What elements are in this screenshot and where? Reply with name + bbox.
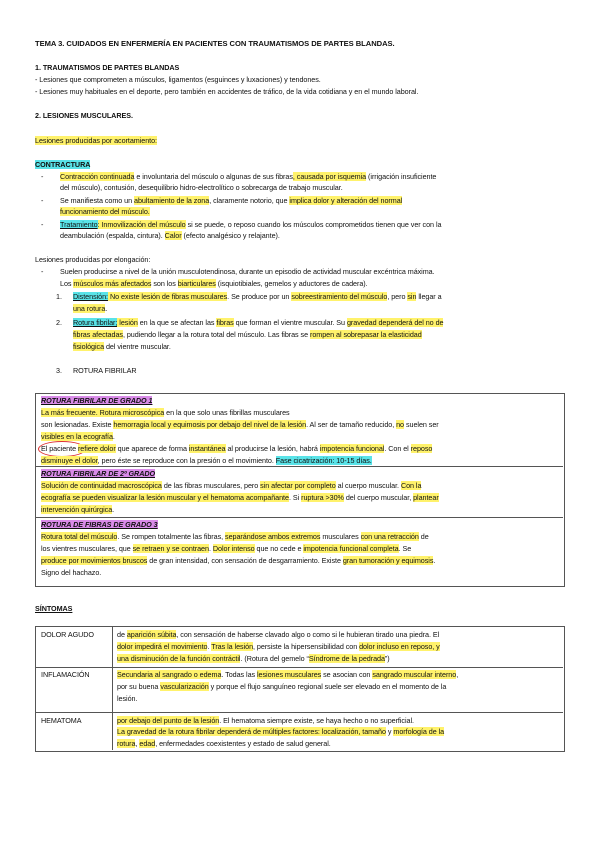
rotura-fibrilar-line-2: fibras afectadas, pudiendo llegar a la rotura total del músculo. Las fibras se rompen al sobrepasar la elasticidad [73,330,422,339]
grade-1-line-2: son lesionadas. Existe hemorragia local y equimosis por debajo del nivel de la lesión. Al ser de tamaño reducido, no suelen ser [41,420,439,429]
list-number: 1. [56,292,62,301]
bullet-dash: - [41,196,44,205]
row-label-hematoma: HEMATOMA [41,716,82,725]
row-label-inflamacion: INFLAMACIÓN [41,670,90,679]
contractura-line-1: Contracción continuada e involuntaria del músculo o algunas de sus fibras, causada por isquemia (irrigación insuficiente [60,172,437,181]
acortamiento-heading: Lesiones producidas por acortamiento: [35,136,158,145]
table-column-divider [112,626,113,750]
list-number: 3. [56,366,62,375]
contractura-line-5: Tratamiento: Inmovilización del músculo si se puede, o reposo cuando los músculos comprometidos tienen que ver con la [60,220,442,229]
inflamacion-line-2: por su buena vascularización y porque el flujo sanguíneo regional suele ser elevado en el momento de la [117,682,447,691]
grade-2-line-3: intervención quirúrgica. [41,505,115,514]
table-divider [35,712,563,713]
rotura-fibrilar-line-1: Rotura fibrilar; lesión en la que se afectan las fibras que forman el vientre muscular. Su gravedad dependerá del no de [73,318,444,327]
bullet-dash: - [41,267,44,276]
row-label-dolor: DOLOR AGUDO [41,630,94,639]
rotura-fibrilar-heading: ROTURA FIBRILAR [73,366,137,375]
dolor-line-3: una disminución de la función contráctil. (Rotura del gemelo “Síndrome de la pedrada”) [117,654,390,663]
dolor-line-2: dolor impedirá el movimiento. Tras la lesión, persiste la hipersensibilidad con dolor incluso en reposo, y [117,642,440,651]
elongacion-line-1: Suelen producirse a nivel de la unión musculotendinosa, durante un episodio de actividad muscular excéntrica máxima. [60,267,435,276]
grade-1-line-1: La más frecuente. Rotura microscópica en la que solo unas fibrillas musculares [41,408,290,417]
section-2-heading: 2. LESIONES MUSCULARES. [35,111,133,120]
inflamacion-line-3: lesión. [117,694,138,703]
table-divider [35,667,563,668]
grade-1-heading: ROTURA FIBRILAR DE GRADO 1 [41,396,153,405]
grade-3-line-3: produce por movimientos bruscos de gran intensidad, con sensación de desgarramiento. Existe gran tumoración y equimosis. [41,556,436,565]
grade-1-line-3: visibles en la ecografía. [41,432,115,441]
hematoma-line-1: por debajo del punto de la lesión. El hematoma siempre existe, se haya hecho o no superficial. [117,716,414,725]
grade-2-line-1: Solución de continuidad macroscópica de las fibras musculares, pero sin afectar por completo al cuerpo muscular. Con la [41,481,422,490]
section-1-heading: 1. TRAUMATISMOS DE PARTES BLANDAS [35,63,180,72]
rotura-fibrilar-line-3: fisiológica del vientre muscular. [73,342,171,351]
contractura-heading: CONTRACTURA [35,160,91,169]
contractura-line-3: Se manifiesta como un abultamiento de la zona, claramente notorio, que implica dolor y alteración del normal [60,196,403,205]
grade-1-line-5: disminuye el dolor, pero éste se reproduce con la presión o el movimiento. Fase cicatrización: 10-15 días. [41,456,372,465]
hematoma-line-2: La gravedad de la rotura fibrilar dependerá de múltiples factores: localización, tamaño y morfología de la [117,727,445,736]
section-1-line-2: - Lesiones muy habituales en el deporte, pero también en accidentes de tráfico, de la vida cotidiana y en el mundo laboral. [35,87,419,96]
grade-3-line-2: los vientres musculares, que se retraen y se contraen. Dolor intenso que no cede e impotencia funcional completa. Se [41,544,412,553]
list-number: 2. [56,318,62,327]
contractura-line-6: deambulación (espalda, cintura). Calor (efecto analgésico y relajante). [60,231,280,240]
distension-line-2: una rotura. [73,304,108,313]
bullet-dash: - [41,172,44,181]
bullet-dash: - [41,220,44,229]
inflamacion-line-1: Secundaria al sangrado o edema. Todas las lesiones musculares se asocian con sangrado muscular interno, [117,670,459,679]
grade-3-line-1: Rotura total del músculo. Se rompen totalmente las fibras, separándose ambos extremos musculares con una retracción de [41,532,429,541]
dolor-line-1: de aparición súbita, con sensación de haberse clavado algo o como si le hubieran tirado una piedra. El [117,630,440,639]
grade-3-line-4: Signo del hachazo. [41,568,102,577]
document-title: TEMA 3. CUIDADOS EN ENFERMERÍA EN PACIENTES CON TRAUMATISMOS DE PARTES BLANDAS. [35,39,395,48]
grade-2-line-2: ecografía se pueden visualizar la lesión muscular y el hematoma acompañante. Si ruptura >30% del cuerpo muscular, plantear [41,493,439,502]
contractura-line-4: funcionamiento del músculo. [60,207,150,216]
distension-line-1: Distensión: No existe lesión de fibras musculares. Se produce por un sobreestiramiento del músculo, pero sin llegar a [73,292,442,301]
section-1-line-1: - Lesiones que comprometen a músculos, ligamentos (esguinces y luxaciones) y tendones. [35,75,321,84]
sintomas-heading: SÍNTOMAS [35,604,73,613]
table-divider [35,517,563,518]
table-divider [35,466,563,467]
grade-3-heading: ROTURA DE FIBRAS DE GRADO 3 [41,520,158,529]
hematoma-line-3: rotura, edad, enfermedades coexistentes y estado de salud general. [117,739,331,748]
elongacion-line-2: Los músculos más afectados son los biarticulares (isquiotibiales, gemelos y aductores de cadera). [60,279,368,288]
grade-1-line-4: El paciente refiere dolor que aparece de forma instantánea al producirse la lesión, habrá impotencia funcional. Con el reposo [41,444,433,453]
elongacion-heading: Lesiones producidas por elongación: [35,255,151,264]
grade-2-heading: ROTURA FIBRILAR DE 2º GRADO [41,469,156,478]
contractura-line-2: del músculo), contusión, desequilibrio hidro-electrolítico o sobrecarga de trabajo muscular. [60,183,343,192]
